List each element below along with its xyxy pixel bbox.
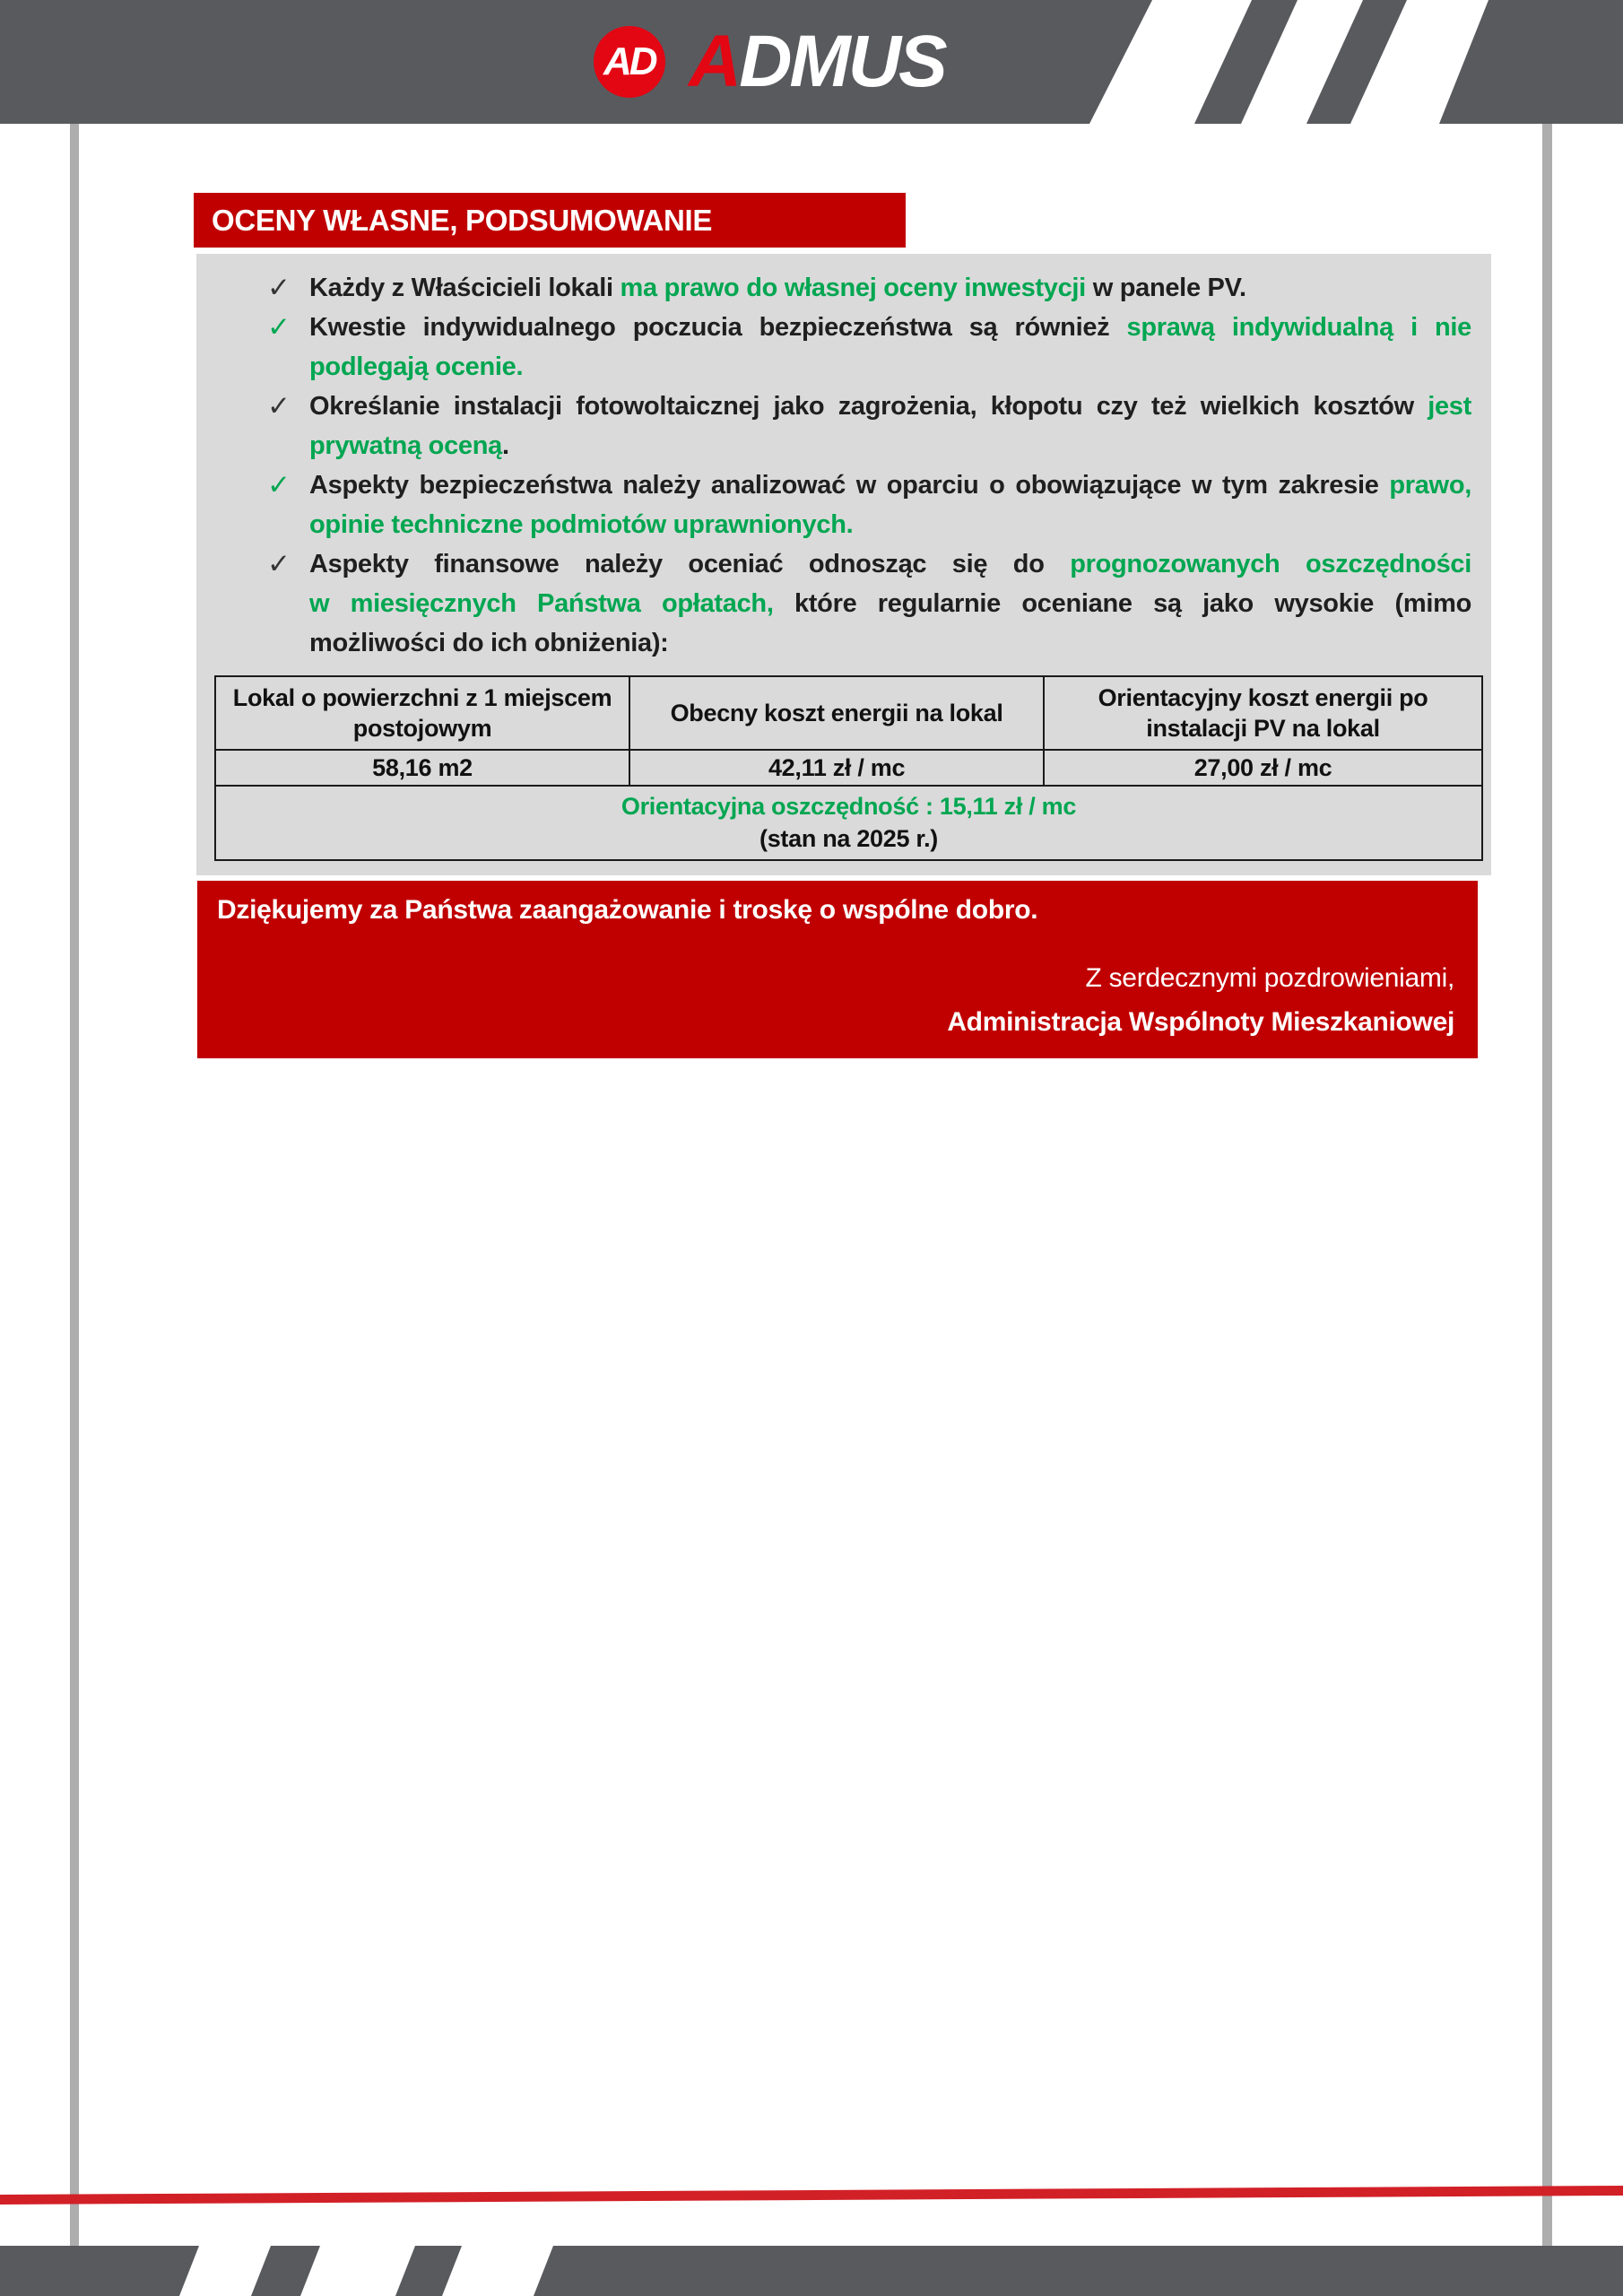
signoff-block — [217, 956, 1454, 1044]
text-segment: jest prywatną oceną — [309, 392, 1471, 460]
signoff-line: Z serdecznymi pozdrowieniami, — [1085, 963, 1454, 993]
bullet-text — [309, 268, 1471, 308]
admus-badge-icon — [589, 22, 670, 102]
savings-value: Orientacyjna oszczędność : 15,11 zł / mc — [621, 793, 1077, 820]
header-stripe-icon — [1194, 0, 1298, 124]
text-segment: sprawą indywidualną i nie podlegają ocenie. — [309, 313, 1471, 381]
text-segment: Kwestie indywidualnego poczucia bezpieczeństwa są również — [309, 313, 1127, 342]
text-segment: Określanie instalacji fotowoltaicznej jako zagrożenia, kłopotu czy też wielkich kosztów — [309, 392, 1428, 421]
bullet-text — [309, 387, 1471, 465]
footer-bar-shape — [534, 2246, 1623, 2296]
footer-red-line — [0, 2175, 1623, 2215]
header-bar-shape — [0, 0, 1152, 124]
checkmark-icon: ✓ — [267, 469, 291, 500]
right-margin-rule — [1542, 124, 1552, 2246]
footer-stripe-icon — [395, 2246, 462, 2296]
wordmark-a: A — [689, 21, 740, 102]
bullet-list — [196, 268, 1471, 663]
text-segment: Każdy z Właścicieli lokali — [309, 274, 621, 302]
list-item — [267, 308, 1471, 387]
text-segment: ma prawo do własnej oceny inwestycji — [620, 274, 1093, 302]
signature-line: Administracja Wspólnoty Mieszkaniowej — [947, 1007, 1454, 1037]
footer-stripe-icon — [251, 2246, 320, 2296]
table-header-cell: Obecny koszt energii na lokal — [629, 676, 1044, 750]
admus-wordmark — [689, 21, 945, 102]
footer-block-shape — [0, 2246, 199, 2296]
text-segment: Aspekty finansowe należy oceniać odnosząc się do — [309, 550, 1071, 578]
thanks-message: Dziękujemy za Państwa zaangażowanie i troskę o wspólne dobro. — [217, 895, 1038, 925]
table-savings-row — [215, 786, 1482, 860]
text-segment: Aspekty bezpieczeństwa należy analizować w oparciu o obowiązujące w tym zakresie — [309, 471, 1390, 500]
checkmark-icon: ✓ — [267, 390, 291, 422]
table-cell-current-cost: 42,11 zł / mc — [629, 750, 1044, 786]
table-header-cell: Orientacyjny koszt energii po instalacji PV na lokal — [1044, 676, 1482, 750]
left-margin-rule — [70, 124, 79, 2246]
list-item — [267, 387, 1471, 465]
text-segment: prognozowanych oszczędności w miesięcznych Państwa opłatach, — [309, 550, 1471, 618]
text-segment: które regularnie oceniane są jako wysokie (mimo możliwości do ich obniżenia): — [309, 589, 1471, 657]
table-cell-area: 58,16 m2 — [215, 750, 629, 786]
bullet-text — [309, 465, 1471, 544]
table-cell-pv-cost: 27,00 zł / mc — [1044, 750, 1482, 786]
summary-box — [196, 254, 1491, 875]
list-item — [267, 544, 1471, 663]
checkmark-icon: ✓ — [267, 548, 291, 579]
list-item — [267, 465, 1471, 544]
header-corner-shape — [1439, 0, 1623, 124]
thanks-box — [197, 881, 1478, 1058]
admus-logo — [594, 0, 945, 124]
table-savings-cell — [215, 786, 1482, 860]
list-item — [267, 268, 1471, 308]
table-row — [215, 750, 1482, 786]
red-line-shape — [0, 2186, 1623, 2205]
bullet-text — [309, 544, 1471, 663]
section-title: OCENY WŁASNE, PODSUMOWANIE — [212, 203, 713, 237]
text-segment: w panele PV. — [1092, 274, 1246, 302]
table-header-row — [215, 676, 1482, 750]
header-stripe-icon — [1306, 0, 1407, 124]
footer-band — [0, 2246, 1623, 2296]
checkmark-icon: ✓ — [267, 311, 291, 343]
checkmark-icon: ✓ — [267, 272, 291, 303]
wordmark-rest: DMUS — [739, 21, 945, 102]
section-title-bar — [194, 193, 906, 248]
badge-letters: AD — [603, 39, 655, 83]
energy-cost-table — [214, 675, 1483, 861]
bullet-text — [309, 308, 1471, 387]
table-header-cell: Lokal o powierzchni z 1 miejscem postojowym — [215, 676, 629, 750]
savings-note: (stan na 2025 r.) — [759, 825, 938, 852]
text-segment: . — [502, 431, 509, 460]
text-segment: prawo, opinie techniczne podmiotów uprawnionych. — [309, 471, 1471, 539]
